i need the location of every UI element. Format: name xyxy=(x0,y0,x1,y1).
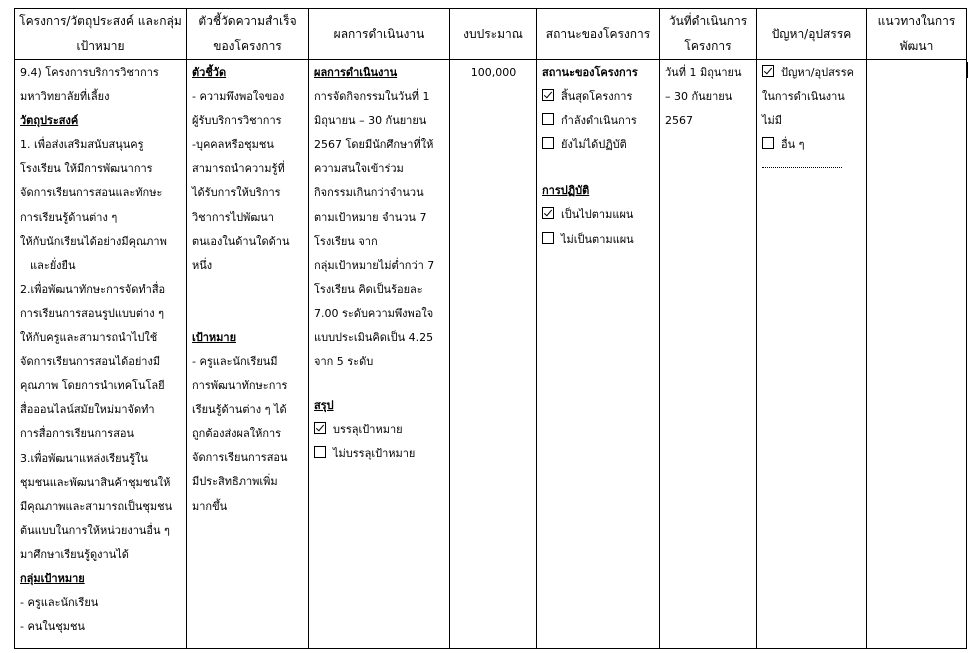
header-results: ผลการดำเนินงาน xyxy=(309,9,450,60)
objective-line: จัดการเรียนการสอนและทักษะ xyxy=(20,186,163,200)
project-title-line: 9.4) โครงการบริการวิชาการ xyxy=(20,66,159,79)
practice-option-label: เป็นไปตามแผน xyxy=(561,208,634,222)
summary-option-label: บรรลุเป้าหมาย xyxy=(333,423,403,437)
objective-line: ต้นแบบในการให้หน่วยงานอื่น ๆ xyxy=(20,523,170,537)
table-row xyxy=(15,60,967,649)
objective-line: จัดการเรียนการสอนได้อย่างมี xyxy=(20,355,161,369)
empty-checkbox-icon[interactable] xyxy=(542,232,554,244)
project-report-table xyxy=(14,8,967,649)
indicator-line: หนึ่ง xyxy=(192,258,213,272)
empty-checkbox-icon[interactable] xyxy=(314,446,326,458)
header-project: โครงการ/วัตถุประสงค์ และกลุ่มเป้าหมาย xyxy=(15,9,187,60)
status-option-label: ยังไม่ได้ปฏิบัติ xyxy=(561,138,627,152)
checked-checkbox-icon[interactable] xyxy=(314,422,326,434)
indicator-line: ตนเองในด้านใดด้าน xyxy=(192,234,290,248)
goal-line: การพัฒนาทักษะการ xyxy=(192,379,288,393)
summary-achieved-option[interactable] xyxy=(314,418,445,442)
development-cell xyxy=(867,60,967,649)
result-line: กิจกรรมเกินกว่าจำนวน xyxy=(314,186,424,200)
status-option-label: กำลังดำเนินการ xyxy=(561,114,637,128)
checked-checkbox-icon[interactable] xyxy=(542,89,554,101)
objective-line: การสื่อการเรียนการสอน xyxy=(20,427,135,441)
objective-line: ชุมชนและพัฒนาสินค้าชุมชนให้ xyxy=(20,475,171,489)
summary-not-achieved-option[interactable] xyxy=(314,442,445,466)
indicators-cell xyxy=(187,60,309,649)
result-line: โรงเรียน คิดเป็นร้อยละ xyxy=(314,282,423,296)
header-development: แนวทางในการพัฒนา xyxy=(867,9,967,60)
problems-option-label: ในการดำเนินงาน xyxy=(762,90,845,104)
result-line: ความสนใจเข้าร่วม xyxy=(314,162,404,176)
goal-line: เรียนรู้ด้านต่าง ๆ ได้ xyxy=(192,403,287,417)
results-cell xyxy=(309,60,450,649)
objective-line: 3.เพื่อพัฒนาแหล่งเรียนรู้ใน xyxy=(20,451,148,465)
checked-checkbox-icon[interactable] xyxy=(762,65,774,77)
target-heading: กลุ่มเป้าหมาย xyxy=(20,571,85,585)
header-status: สถานะของโครงการ xyxy=(537,9,660,60)
status-finished-option[interactable] xyxy=(542,85,655,109)
text-cursor-mark xyxy=(967,62,968,78)
objective-line: 1. เพื่อส่งเสริมสนับสนุนครู xyxy=(20,138,144,152)
empty-checkbox-icon[interactable] xyxy=(762,137,774,149)
practice-option-label: ไม่เป็นตามแผน xyxy=(561,232,634,246)
problems-none-option[interactable] xyxy=(762,61,862,85)
empty-checkbox-icon[interactable] xyxy=(542,137,554,149)
result-line: โรงเรียน จาก xyxy=(314,234,378,248)
objective-line: การเรียนรู้ด้านต่าง ๆ xyxy=(20,210,118,224)
problems-cell xyxy=(757,60,867,649)
objective-line: มีคุณภาพและสามารถเป็นชุมชน xyxy=(20,499,173,513)
indicator-line: ผู้รับบริการวิชาการ xyxy=(192,114,282,128)
date-line: 2567 xyxy=(665,114,693,128)
goal-line: - ครูและนักเรียนมี xyxy=(192,354,278,368)
practice-heading: การปฏิบัติ xyxy=(542,184,590,198)
objective-line: 2.เพื่อพัฒนาทักษะการจัดทำสื่อ xyxy=(20,282,166,296)
status-in-progress-option[interactable] xyxy=(542,109,655,133)
goal-line: มีประสิทธิภาพเพิ่ม xyxy=(192,475,278,489)
goal-line: ถูกต้องส่งผลให้การ xyxy=(192,427,282,441)
empty-checkbox-icon[interactable] xyxy=(542,113,554,125)
result-line: จาก 5 ระดับ xyxy=(314,355,374,369)
problems-option-label: ไม่มี xyxy=(762,114,783,128)
objective-line: คุณภาพ โดยการนำเทคโนโลยี xyxy=(20,379,165,393)
objective-line: ให้กับนักเรียนได้อย่างมีคุณภาพ xyxy=(20,234,167,248)
indicator-line: - ความพึงพอใจของ xyxy=(192,90,285,104)
header-row xyxy=(15,9,967,60)
header-indicators: ตัวชี้วัดความสำเร็จของโครงการ xyxy=(187,9,309,60)
practice-on-plan-option[interactable] xyxy=(542,203,655,227)
dates-cell xyxy=(660,60,757,649)
indicator-line: สามารถนำความรู้ที่ xyxy=(192,162,285,176)
dotted-fill-line xyxy=(762,157,842,168)
indicator-line: ได้รับการให้บริการ xyxy=(192,186,281,200)
status-heading: สถานะของโครงการ xyxy=(542,66,638,79)
objective-line: โรงเรียน ให้มีการพัฒนาการ xyxy=(20,162,153,176)
indicator-line: -บุคคลหรือชุมชน xyxy=(192,138,274,152)
result-line: แบบประเมินคิดเป็น 4.25 xyxy=(314,331,434,345)
header-dates: วันที่ดำเนินการโครงการ xyxy=(660,9,757,60)
problems-other-option[interactable] xyxy=(762,133,862,157)
status-option-label: สิ้นสุดโครงการ xyxy=(561,90,633,104)
objectives-heading: วัตถุประสงค์ xyxy=(20,114,79,128)
budget-value: 100,000 xyxy=(470,66,517,79)
practice-off-plan-option[interactable] xyxy=(542,228,655,252)
result-line: การจัดกิจกรรมในวันที่ 1 xyxy=(314,90,430,104)
result-line: กลุ่มเป้าหมายไม่ต่ำกว่า 7 xyxy=(314,258,435,272)
result-line: มิถุนายน – 30 กันยายน xyxy=(314,114,427,128)
header-budget: งบประมาณ xyxy=(450,9,537,60)
objective-line: ให้กับครูและสามารถนำไปใช้ xyxy=(20,331,158,345)
problems-option-label: อื่น ๆ xyxy=(781,138,805,152)
objective-line: และยั่งยืน xyxy=(30,258,76,272)
header-problems: ปัญหา/อุปสรรค xyxy=(757,9,867,60)
target-line: - คนในชุมชน xyxy=(20,620,85,634)
result-line: ตามเป้าหมาย จำนวน 7 xyxy=(314,210,427,224)
status-cell xyxy=(537,60,660,649)
date-line: – 30 กันยายน xyxy=(665,90,733,104)
budget-cell xyxy=(450,60,537,649)
objective-line: การเรียนการสอนรูปแบบต่าง ๆ xyxy=(20,306,165,320)
target-line: - ครูและนักเรียน xyxy=(20,596,99,610)
problems-option-label: ปัญหา/อุปสรรค xyxy=(781,66,854,79)
goal-line: มากขึ้น xyxy=(192,499,228,513)
result-line: 2567 โดยมีนักศึกษาที่ให้ xyxy=(314,138,434,152)
results-heading: ผลการดำเนินงาน xyxy=(314,66,398,79)
objective-line: สื่อออนไลน์สมัยใหม่มาจัดทำ xyxy=(20,403,155,417)
project-title-line: มหาวิทยาลัยที่เลี้ยง xyxy=(20,90,110,104)
result-line: 7.00 ระดับความพึงพอใจ xyxy=(314,306,434,320)
goal-heading: เป้าหมาย xyxy=(192,330,237,344)
objective-line: มาศึกษาเรียนรู้ดูงานได้ xyxy=(20,547,129,561)
goal-line: จัดการเรียนการสอน xyxy=(192,451,288,465)
checked-checkbox-icon[interactable] xyxy=(542,207,554,219)
indicator-line: วิชาการไปพัฒนา xyxy=(192,210,274,224)
summary-option-label: ไม่บรรลุเป้าหมาย xyxy=(333,447,416,461)
indicators-heading: ตัวชี้วัด xyxy=(192,66,227,79)
project-cell xyxy=(15,60,187,649)
date-line: วันที่ 1 มิถุนายน xyxy=(665,66,742,79)
status-not-started-option[interactable] xyxy=(542,133,655,157)
summary-heading: สรุป xyxy=(314,399,334,413)
